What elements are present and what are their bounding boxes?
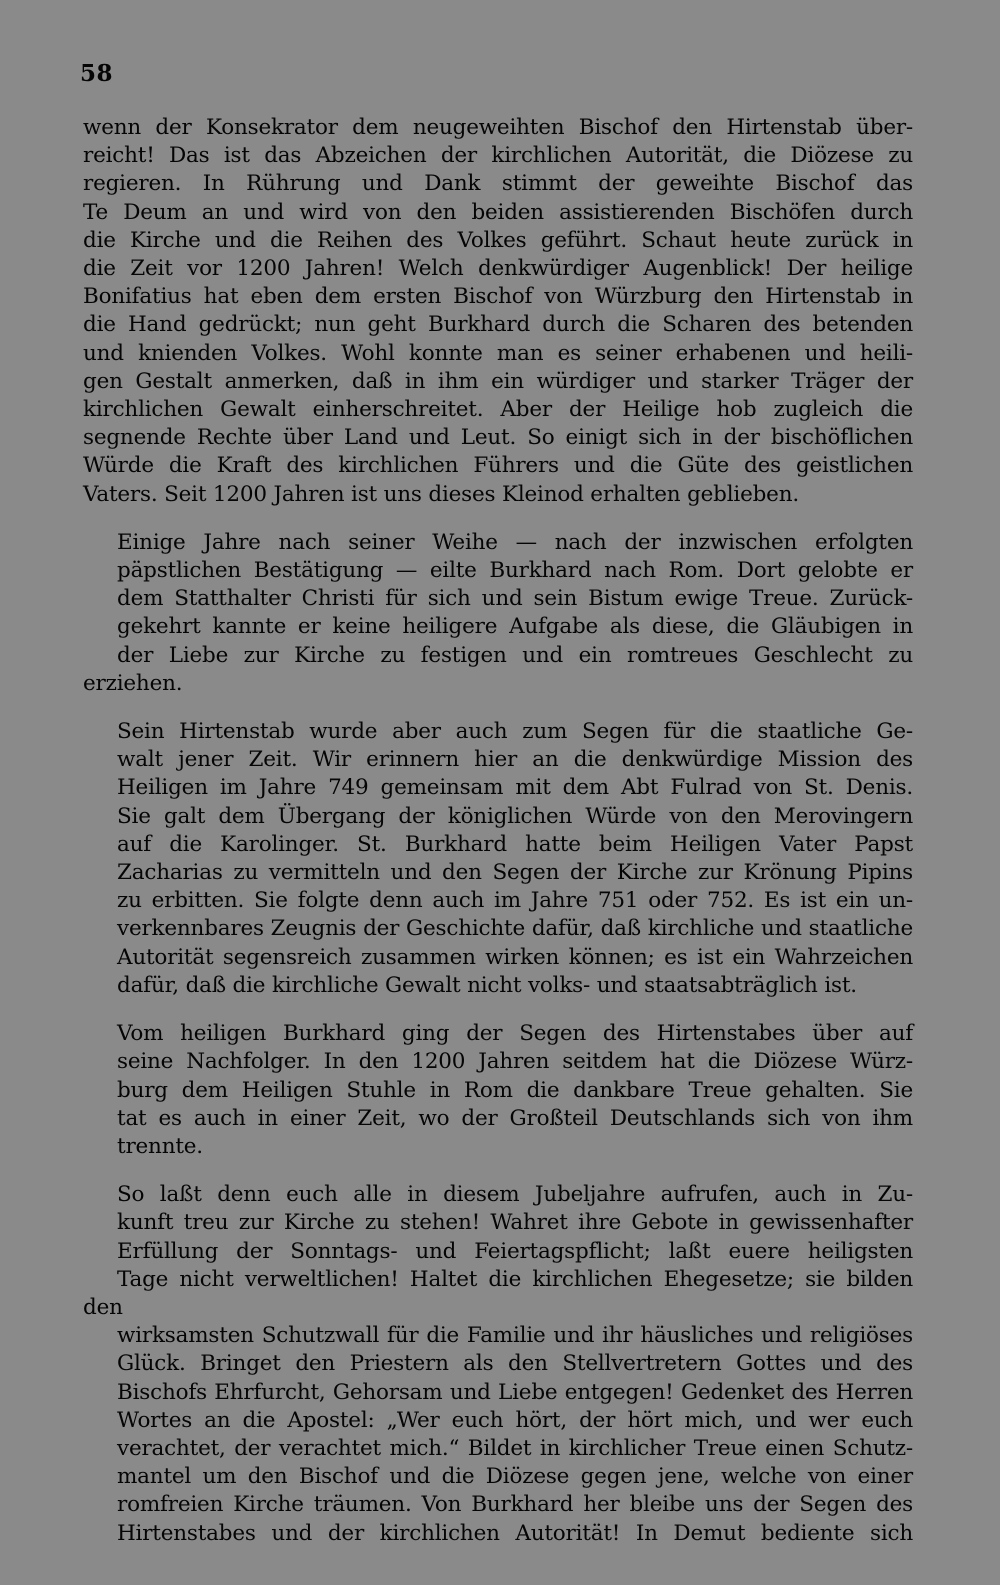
text-line: Glück. Bringet den Priestern als den Stellvertretern Gottes und des: [117, 1351, 913, 1377]
text-line: der Liebe zur Kirche zu festigen und ein romtreues Geschlecht zu erziehen.: [83, 642, 913, 696]
text-line: Sein Hirtenstab wurde aber auch zum Segen für die staatliche Ge-: [117, 719, 913, 745]
text-line: tat es auch in einer Zeit, wo der Großteil Deutschlands sich von ihm: [117, 1105, 913, 1131]
text-line: kunft treu zur Kirche zu stehen! Wahret ihre Gebote in gewissenhafter: [117, 1210, 913, 1236]
text-line: Te Deum an und wird von den beiden assistierenden Bischöfen durch: [83, 199, 913, 225]
text-line: kirchlichen Gewalt einherschreitet. Aber der Heilige hob zugleich die: [83, 397, 913, 423]
text-line: wirksamsten Schutzwall für die Familie und ihr häusliches und religiöses: [117, 1323, 913, 1349]
page-number: 58: [80, 60, 114, 87]
text-line: wenn der Konsekrator dem neugeweihten Bischof den Hirtenstab über-: [83, 115, 913, 140]
text-line: päpstlichen Bestätigung — eilte Burkhard nach Rom. Dort gelobte er: [117, 558, 913, 584]
text-line: Bischofs Ehrfurcht, Gehorsam und Liebe entgegen! Gedenket des Herren: [117, 1379, 913, 1405]
text-line: Bonifatius hat eben dem ersten Bischof von Würzburg den Hirtenstab in: [83, 284, 913, 310]
text-line: dem Statthalter Christi für sich und sein Bistum ewige Treue. Zurück-: [117, 586, 913, 612]
text-line: regieren. In Rührung und Dank stimmt der geweihte Bischof das: [83, 171, 913, 197]
text-line: Einige Jahre nach seiner Weihe — nach der inzwischen erfolgten: [117, 529, 913, 555]
paragraph-p3: [83, 718, 913, 1000]
text-line: die Zeit vor 1200 Jahren! Welch denkwürdiger Augenblick! Der heilige: [83, 256, 913, 282]
text-line: mantel um den Bischof und die Diözese gegen jene, welche von einer: [117, 1464, 913, 1490]
text-line: Sie galt dem Übergang der königlichen Würde von den Merovingern: [117, 803, 913, 829]
text-line: Autorität segensreich zusammen wirken können; es ist ein Wahrzeichen: [117, 944, 913, 970]
paragraph-p4: [83, 1020, 913, 1161]
text-line: trennte.: [117, 1133, 203, 1159]
text-line: reicht! Das ist das Abzeichen der kirchlichen Autorität, die Diözese zu: [83, 143, 913, 169]
text-line: walt jener Zeit. Wir erinnern hier an die denkwürdige Mission des: [117, 747, 913, 773]
text-line: verkennbares Zeugnis der Geschichte dafür, daß kirchliche und staatliche: [117, 916, 913, 942]
text-line: Heiligen im Jahre 749 gemeinsam mit dem Abt Fulrad von St. Denis.: [117, 775, 913, 801]
paragraph-p5: [83, 1181, 913, 1548]
text-line: seine Nachfolger. In den 1200 Jahren seitdem hat die Diözese Würz-: [117, 1049, 913, 1075]
body-text: [83, 114, 913, 1548]
paragraph-p1: [83, 114, 913, 509]
text-line: gekehrt kannte er keine heiligere Aufgabe als diese, die Gläubigen in: [117, 614, 913, 640]
text-line: die Kirche und die Reihen des Volkes geführt. Schaut heute zurück in: [83, 227, 913, 253]
text-line: die Hand gedrückt; nun geht Burkhard durch die Scharen des betenden: [83, 312, 913, 338]
text-line: Würde die Kraft des kirchlichen Führers und die Güte des geistlichen: [83, 453, 913, 479]
text-line: gen Gestalt anmerken, daß in ihm ein würdiger und starker Träger der: [83, 368, 913, 394]
text-line: So laßt denn euch alle in diesem Jubeljahre aufrufen, auch in Zu-: [117, 1182, 913, 1208]
text-line: Tage nicht verweltlichen! Haltet die kirchlichen Ehegesetze; sie bilden den: [83, 1266, 913, 1320]
text-line: verachtet, der verachtet mich.“ Bildet in kirchlicher Treue einen Schutz-: [117, 1435, 913, 1461]
text-line: romfreien Kirche träumen. Von Burkhard her bleibe uns der Segen des: [117, 1492, 913, 1518]
text-line: zu erbitten. Sie folgte denn auch im Jahre 751 oder 752. Es ist ein un-: [117, 888, 913, 914]
text-line: Zacharias zu vermitteln und den Segen der Kirche zur Krönung Pipins: [117, 860, 913, 886]
text-line: und knienden Volkes. Wohl konnte man es seiner erhabenen und heili-: [83, 340, 913, 366]
text-line: Wortes an die Apostel: „Wer euch hört, der hört mich, und wer euch: [117, 1407, 913, 1433]
text-line: Erfüllung der Sonntags- und Feiertagspflicht; laßt euere heiligsten: [117, 1238, 913, 1264]
text-line: auf die Karolinger. St. Burkhard hatte beim Heiligen Vater Papst: [117, 831, 913, 857]
text-line: burg dem Heiligen Stuhle in Rom die dankbare Treue gehalten. Sie: [117, 1077, 913, 1103]
text-line: Vom heiligen Burkhard ging der Segen des Hirtenstabes über auf: [117, 1021, 913, 1047]
paragraph-p2: [83, 529, 913, 698]
text-line: Vaters. Seit 1200 Jahren ist uns dieses Kleinod erhalten geblieben.: [83, 481, 799, 507]
text-line: dafür, daß die kirchliche Gewalt nicht volks- und staatsabträglich ist.: [117, 972, 857, 998]
text-line: Hirtenstabes und der kirchlichen Autorität! In Demut bediente sich: [117, 1520, 913, 1546]
text-line: segnende Rechte über Land und Leut. So einigt sich in der bischöflichen: [83, 425, 913, 451]
